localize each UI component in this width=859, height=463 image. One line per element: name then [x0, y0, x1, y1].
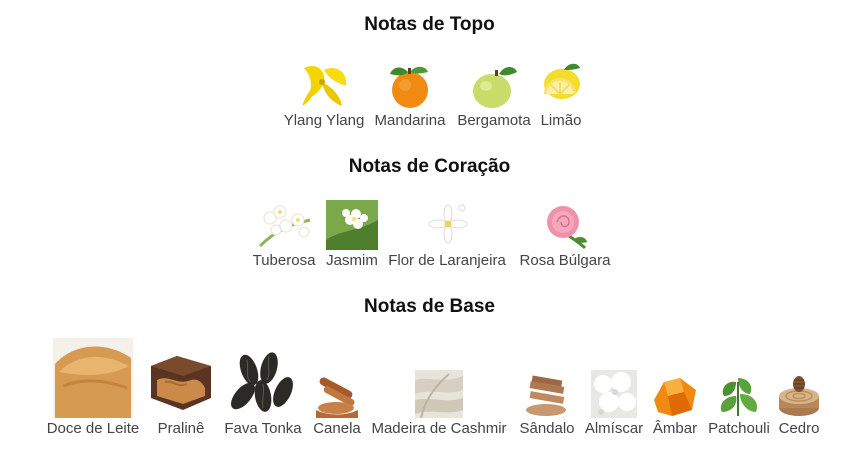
- note-label: Bergamota: [457, 112, 531, 129]
- note-label: Jasmim: [326, 252, 378, 269]
- note-label: Madeira de Cashmir: [371, 420, 507, 437]
- note-fava-tonka: [218, 350, 308, 437]
- note-limao: [536, 60, 586, 129]
- note-label: Fava Tonka: [224, 420, 302, 437]
- note-mandarina: [370, 60, 450, 129]
- cashmere-wood-icon: [415, 370, 463, 418]
- note-jasmim: [322, 200, 382, 269]
- mandarin-icon: [386, 60, 434, 110]
- tonka-bean-icon: [229, 350, 297, 418]
- note-ambar: [648, 372, 702, 437]
- cedar-icon: [776, 372, 822, 418]
- lemon-icon: [538, 60, 584, 110]
- sandalwood-icon: [522, 370, 572, 418]
- note-doce-de-leite: [42, 338, 144, 437]
- note-label: Patchouli: [708, 420, 770, 437]
- note-label: Doce de Leite: [46, 420, 140, 437]
- ylang-ylang-icon: [296, 60, 352, 110]
- note-label: Flor de Laranjeira: [388, 252, 506, 269]
- note-label: Sândalo: [519, 420, 575, 437]
- note-label: Âmbar: [652, 420, 698, 437]
- note-label: Almíscar: [584, 420, 644, 437]
- note-label: Rosa Búlgara: [519, 252, 611, 269]
- note-rosa-bulgara: [516, 200, 614, 269]
- note-label: Pralinê: [157, 420, 205, 437]
- note-ylang-ylang: [280, 60, 368, 129]
- musk-icon: [591, 370, 637, 418]
- note-bergamota: [452, 60, 536, 129]
- patchouli-icon: [716, 372, 762, 418]
- section-title-base: Notas de Base: [364, 296, 495, 317]
- section-title-heart: Notas de Coração: [348, 156, 511, 177]
- tuberose-icon: [256, 200, 312, 250]
- note-sandalo: [516, 370, 578, 437]
- note-madeira-de-cashmir: [366, 370, 512, 437]
- note-label: Cedro: [778, 420, 820, 437]
- dulce-de-leche-icon: [53, 338, 133, 418]
- amber-icon: [650, 372, 700, 418]
- note-label: Canela: [313, 420, 361, 437]
- note-label: Mandarina: [374, 112, 446, 129]
- note-cedro: [776, 372, 822, 437]
- praline-icon: [147, 350, 215, 418]
- note-almiscar: [582, 370, 646, 437]
- note-patchouli: [704, 372, 774, 437]
- note-label: Tuberosa: [252, 252, 316, 269]
- jasmine-icon: [326, 200, 378, 250]
- cinnamon-icon: [312, 370, 362, 418]
- bergamot-icon: [469, 60, 519, 110]
- rose-icon: [541, 200, 589, 250]
- note-flor-de-laranjeira: [384, 200, 510, 269]
- orange-blossom-icon: [422, 200, 472, 250]
- note-canela: [310, 370, 364, 437]
- note-label: Ylang Ylang: [283, 112, 365, 129]
- note-praline: [146, 350, 216, 437]
- note-tuberosa: [250, 200, 318, 269]
- note-label: Limão: [540, 112, 582, 129]
- section-title-top: Notas de Topo: [364, 14, 495, 35]
